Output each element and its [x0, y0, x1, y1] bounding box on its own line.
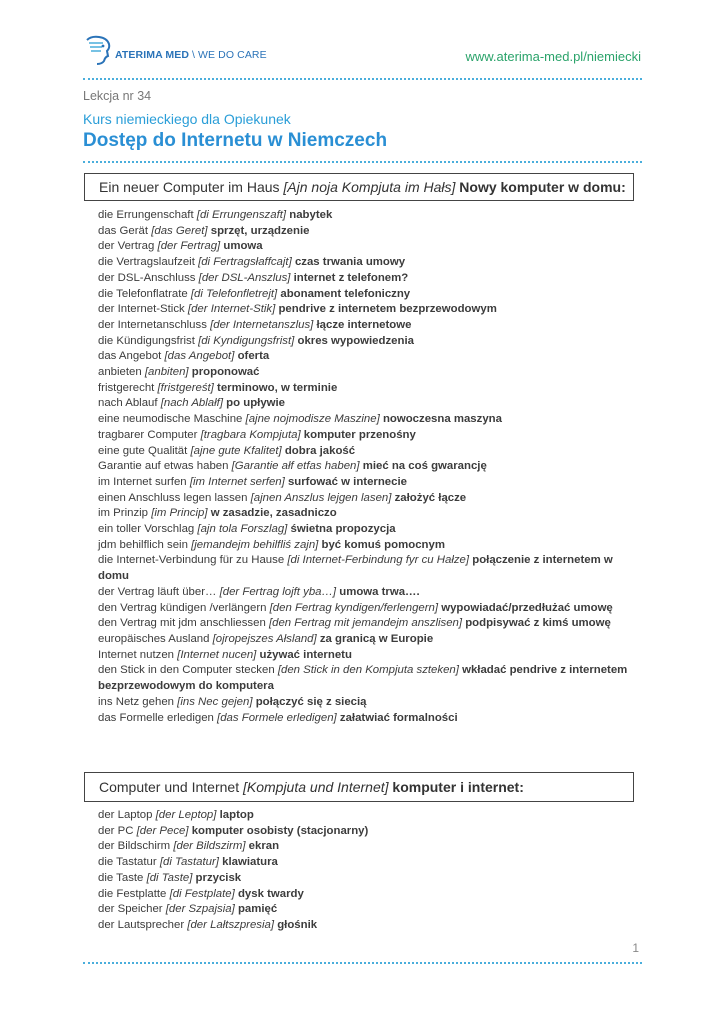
phonetic-transcription: [im Internet serfen] — [189, 475, 285, 488]
phonetic-transcription: [der Leptop] — [155, 809, 217, 821]
vocab-entry — [98, 601, 638, 617]
german-term: im Internet surfen — [98, 475, 187, 488]
vocab-entry — [98, 334, 638, 350]
german-term: Garantie auf etwas haben — [98, 460, 229, 473]
vocab-entry — [98, 475, 638, 491]
german-term: die Taste — [98, 871, 144, 884]
polish-translation: połączenie z internetem w domu — [98, 554, 613, 583]
german-term: fristgerecht — [98, 381, 155, 394]
polish-translation: internet z telefonem? — [293, 271, 409, 284]
polish-translation: terminowo, w terminie — [217, 381, 338, 394]
polish-translation: komputer osobisty (stacjonarny) — [191, 824, 369, 837]
german-term: das Gerät — [98, 224, 149, 237]
vocab-entry — [98, 616, 638, 632]
german-term: die Vertragslaufzeit — [98, 256, 195, 269]
polish-translation: w zasadzie, zasadniczo — [210, 507, 337, 520]
polish-translation: za granicą w Europie — [319, 632, 434, 645]
heading-phonetic: [Ajn noja Kompjuta im Hałs] — [283, 179, 456, 195]
header-divider — [83, 78, 642, 80]
german-term: eine gute Qualität — [98, 444, 188, 457]
german-term: das Angebot — [98, 350, 162, 363]
vocab-entry — [98, 808, 638, 824]
phonetic-transcription: [im Princip] — [151, 507, 208, 520]
vocab-entry — [98, 887, 638, 903]
polish-translation: wypowiadać/przedłużać umowę — [441, 601, 613, 614]
german-term: ins Netz gehen — [98, 695, 174, 708]
vocab-entry — [98, 553, 638, 584]
phonetic-transcription: [nach Ablałf] — [160, 397, 223, 410]
phonetic-transcription: [ajne nojmodisze Maszine] — [245, 413, 380, 426]
vocab-entry — [98, 648, 638, 664]
polish-translation: okres wypowiedzenia — [297, 334, 414, 347]
vocab-entry — [98, 871, 638, 887]
german-term: die Telefonflatrate — [98, 287, 188, 300]
section-heading-new-computer — [84, 173, 634, 201]
heading-polish: komputer i internet: — [392, 779, 524, 795]
polish-translation: umowa — [223, 240, 263, 253]
vocab-entry — [98, 302, 638, 318]
phonetic-transcription: [di Telefonfletrejt] — [190, 287, 278, 300]
phonetic-transcription: [der Fertrag] — [157, 240, 221, 253]
phonetic-transcription: [den Stick in den Kompjuta szteken] — [277, 664, 459, 677]
polish-translation: dysk twardy — [237, 887, 304, 900]
phonetic-transcription: [der Lałtszpresia] — [187, 918, 275, 931]
aterima-med-logo[interactable] — [83, 33, 267, 67]
vocab-entry — [98, 396, 638, 412]
polish-translation: łącze internetowe — [316, 318, 412, 331]
vocab-entry — [98, 239, 638, 255]
vocab-entry — [98, 318, 638, 334]
polish-translation: połączyć się z siecią — [255, 695, 367, 708]
german-term: die Internet-Verbindung für zu Hause — [98, 554, 285, 567]
section-heading-computer-internet — [84, 772, 634, 802]
vocab-entry — [98, 224, 638, 240]
phonetic-transcription: [di Taste] — [146, 871, 193, 884]
polish-translation: komputer przenośny — [303, 428, 416, 441]
phonetic-transcription: [Internet nucen] — [177, 648, 257, 661]
vocab-entry — [98, 632, 638, 648]
phonetic-transcription: [ajne gute Kfalitet] — [190, 444, 282, 457]
german-term: Internet nutzen — [98, 648, 174, 661]
polish-translation: sprzęt, urządzenie — [210, 224, 310, 237]
phonetic-transcription: [jemandejm behilfliś zajn] — [191, 538, 319, 551]
german-term: den Stick in den Computer stecken — [98, 664, 275, 677]
vocab-entry — [98, 255, 638, 271]
phonetic-transcription: [der Fertrag lojft yba…] — [219, 585, 337, 598]
phonetic-transcription: [der Internet-Stik] — [187, 303, 276, 316]
vocab-entry — [98, 428, 638, 444]
vocab-entry — [98, 287, 638, 303]
phonetic-transcription: [tragbara Kompjuta] — [200, 428, 301, 441]
polish-translation: oferta — [237, 350, 270, 363]
phonetic-transcription: [di Fertragsłaffcajt] — [198, 256, 292, 269]
german-term: der Vertrag läuft über… — [98, 585, 217, 598]
polish-translation: nabytek — [289, 209, 333, 221]
german-term: der PC — [98, 824, 134, 837]
polish-translation: klawiatura — [222, 856, 278, 869]
german-term: eine neumodische Maschine — [98, 413, 243, 426]
vocab-entry — [98, 365, 638, 381]
vocab-entry — [98, 506, 638, 522]
polish-translation: umowa trwa…. — [339, 585, 420, 598]
german-term: nach Ablauf — [98, 397, 158, 410]
logo-text — [115, 49, 267, 61]
brand-separator: \ — [192, 49, 196, 61]
page-number: 1 — [632, 941, 639, 955]
vocab-entry — [98, 412, 638, 428]
phonetic-transcription: [di Tastatur] — [159, 856, 219, 869]
heading-german: Ein neuer Computer im Haus — [99, 179, 280, 195]
vocab-entry — [98, 855, 638, 871]
polish-translation: podpisywać z kimś umowę — [465, 617, 611, 630]
phonetic-transcription: [ajn tola Forszlag] — [197, 523, 288, 536]
vocab-entry — [98, 349, 638, 365]
german-term: ein toller Vorschlag — [98, 523, 195, 536]
phonetic-transcription: [der Pece] — [136, 824, 189, 837]
german-term: der Vertrag — [98, 240, 155, 253]
vocab-entry — [98, 271, 638, 287]
polish-translation: po upływie — [226, 397, 286, 410]
phonetic-transcription: [das Formele erledigen] — [217, 711, 337, 724]
phonetic-transcription: [den Fertrag mit jemandejm anszlisen] — [268, 617, 463, 630]
phonetic-transcription: [ins Nec gejen] — [177, 695, 253, 708]
polish-translation: założyć łącze — [394, 491, 467, 504]
heading-phonetic: [Kompjuta und Internet] — [242, 779, 389, 795]
brand-name: ATERIMA MED — [115, 49, 190, 61]
vocab-entry — [98, 663, 638, 694]
polish-translation: załatwiać formalności — [339, 711, 458, 724]
vocab-entry — [98, 491, 638, 507]
vocab-entry — [98, 839, 638, 855]
phonetic-transcription: [di Kyndigungsfrist] — [198, 334, 295, 347]
german-term: die Errungenschaft — [98, 209, 194, 221]
phonetic-transcription: [der Szpajsia] — [165, 903, 235, 916]
phonetic-transcription: [anbiten] — [144, 366, 189, 379]
vocab-entry — [98, 824, 638, 840]
german-term: der Bildschirm — [98, 840, 171, 853]
phonetic-transcription: [den Fertrag kyndigen/ferlengern] — [269, 601, 439, 614]
polish-translation: proponować — [191, 366, 260, 379]
polish-translation: czas trwania umowy — [294, 256, 406, 269]
german-term: anbieten — [98, 366, 142, 379]
polish-translation: laptop — [219, 809, 254, 821]
website-link[interactable]: www.aterima-med.pl/niemiecki — [465, 49, 641, 64]
vocabulary-list-computer-internet — [98, 808, 638, 934]
polish-translation: być komuś pomocnym — [321, 538, 445, 551]
vocab-entry — [98, 381, 638, 397]
german-term: die Festplatte — [98, 887, 167, 900]
title-divider — [83, 161, 642, 163]
phonetic-transcription: [di Festplate] — [169, 887, 235, 900]
vocab-entry — [98, 444, 638, 460]
vocab-entry — [98, 711, 638, 727]
vocab-entry — [98, 902, 638, 918]
polish-translation: świetna propozycja — [290, 523, 396, 536]
german-term: den Vertrag kündigen /verlängern — [98, 601, 267, 614]
german-term: der DSL-Anschluss — [98, 271, 196, 284]
polish-translation: nowoczesna maszyna — [382, 413, 502, 426]
german-term: der Lautsprecher — [98, 918, 185, 931]
vocab-entry — [98, 459, 638, 475]
polish-translation: pendrive z internetem bezprzewodowym — [278, 303, 497, 316]
german-term: im Prinzip — [98, 507, 149, 520]
polish-translation: dobra jakość — [284, 444, 356, 457]
lesson-number: Lekcja nr 34 — [83, 89, 152, 103]
brand-tagline: WE DO CARE — [198, 49, 267, 61]
polish-translation: pamięć — [237, 903, 278, 916]
course-name: Kurs niemieckiego dla Opiekunek — [83, 111, 291, 127]
polish-translation: używać internetu — [259, 648, 352, 661]
german-term: der Internetanschluss — [98, 318, 207, 331]
heading-polish: Nowy komputer w domu: — [459, 179, 626, 195]
phonetic-transcription: [Garantie ałf etfas haben] — [231, 460, 360, 473]
vocab-entry — [98, 208, 638, 224]
heading-german: Computer und Internet — [99, 779, 240, 795]
phonetic-transcription: [di Errungenszaft] — [196, 209, 287, 221]
german-term: die Kündigungsfrist — [98, 334, 195, 347]
phonetic-transcription: [ojropejszes Ałsland] — [212, 632, 317, 645]
phonetic-transcription: [der DSL-Anszlus] — [198, 271, 291, 284]
phonetic-transcription: [das Angebot] — [164, 350, 235, 363]
page-title: Dostęp do Internetu w Niemczech — [83, 130, 388, 151]
vocab-entry — [98, 538, 638, 554]
phonetic-transcription: [di Internet-Ferbindung fyr cu Hałze] — [287, 554, 470, 567]
german-term: der Speicher — [98, 903, 163, 916]
phonetic-transcription: [fristgereśt] — [157, 381, 214, 394]
german-term: die Tastatur — [98, 856, 157, 869]
vocab-entry — [98, 695, 638, 711]
polish-translation: ekran — [248, 840, 280, 853]
german-term: einen Anschluss legen lassen — [98, 491, 248, 504]
polish-translation: wkładać pendrive z internetem bezprzewodowym do komputera — [98, 664, 628, 693]
german-term: den Vertrag mit jdm anschliessen — [98, 617, 266, 630]
face-profile-logo-icon — [83, 34, 113, 66]
polish-translation: surfować w internecie — [287, 475, 407, 488]
vocab-entry — [98, 918, 638, 934]
german-term: der Laptop — [98, 809, 153, 821]
vocab-entry — [98, 522, 638, 538]
german-term: der Internet-Stick — [98, 303, 185, 316]
vocab-entry — [98, 585, 638, 601]
footer-divider — [83, 962, 642, 964]
phonetic-transcription: [das Geret] — [151, 224, 208, 237]
phonetic-transcription: [der Bildszirm] — [173, 840, 246, 853]
polish-translation: abonament telefoniczny — [280, 287, 411, 300]
german-term: europäisches Ausland — [98, 632, 210, 645]
phonetic-transcription: [ajnen Anszlus lejgen lasen] — [250, 491, 392, 504]
phonetic-transcription: [der Internetanszlus] — [210, 318, 314, 331]
german-term: jdm behilflich sein — [98, 538, 188, 551]
vocabulary-list-new-computer — [98, 208, 638, 726]
polish-translation: przycisk — [195, 871, 242, 884]
polish-translation: głośnik — [277, 918, 318, 931]
german-term: das Formelle erledigen — [98, 711, 214, 724]
german-term: tragbarer Computer — [98, 428, 198, 441]
polish-translation: mieć na coś gwarancję — [362, 460, 487, 473]
